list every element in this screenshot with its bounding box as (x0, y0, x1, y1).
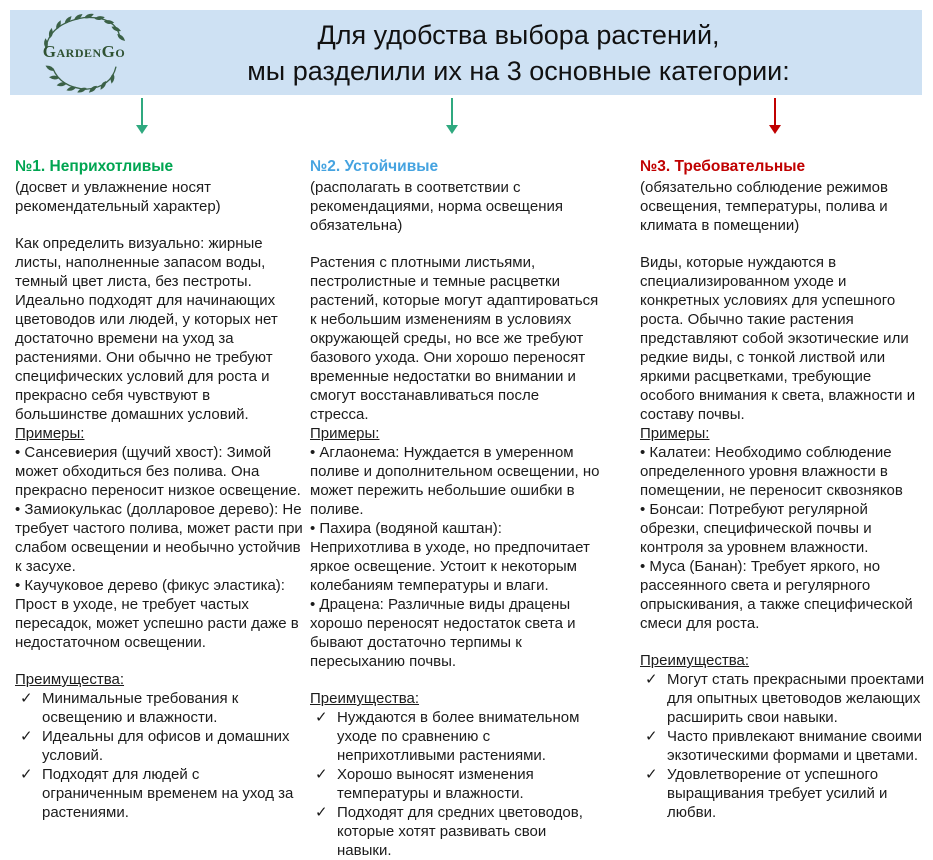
category-description: Виды, которые нуждаются в специализированном уходе и конкретных условиях для успешного роста. Обычно такие растения представляют собой экзотические или редкие виды, с тонкой листвой или яркими расцветками, требующие особого внимания к света, влажности и составу почвы. (640, 254, 916, 423)
category-column-unpretentious (15, 157, 303, 822)
example-item: • Сансевиерия (щучий хвост): Зимой может обходиться без полива. Она прекрасно переносит низкое освещение. (15, 443, 303, 500)
example-item: • Каучуковое дерево (фикус эластика): Прост в уходе, не требует частых пересадок, может успешно расти даже в недостаточном освещении. (15, 576, 303, 652)
advantages-label: Преимущества: (15, 671, 125, 688)
category-subtitle: (обязательно соблюдение режимов освещения, температуры, полива и климата в помещении) (640, 179, 888, 234)
examples-label: Примеры: (640, 425, 710, 442)
advantages-label: Преимущества: (310, 690, 420, 707)
advantages-label: Преимущества: (640, 652, 750, 669)
advantage-item: ✓ Подходят для средних цветоводов, которые хотят развивать свои навыки. (310, 803, 601, 860)
example-item: • Драцена: Различные виды драцены хорошо переносят недостаток света и бывают достаточно терпимы к пересыханию почвы. (310, 595, 601, 671)
category-subtitle: (досвет и увлажнение носят рекомендательный характер) (15, 179, 221, 215)
gardengo-logo (32, 12, 136, 93)
advantage-item: ✓ Хорошо выносят изменения температуры и влажности. (310, 765, 601, 803)
logo-text: GardenGo (42, 42, 126, 61)
category-description: Как определить визуально: жирные листы, наполненные запасом воды, темный цвет листа, без пестроты. Идеально подходят для начинающих цветоводов или людей, у которых нет достаточно времени на уход за растениями. Они обычно не требуют специфических условий для роста и прекрасно себя чувствуют в большинстве домашних условий. (15, 235, 278, 423)
advantage-item: ✓ Могут стать прекрасными проектами для опытных цветоводов желающих расширить свои навыки. (640, 670, 929, 727)
example-item: • Аглаонема: Нуждается в умеренном поливе и дополнительном освещении, но может пережить небольшие ошибки в поливе. (310, 443, 601, 519)
example-item: • Пахира (водяной каштан): Неприхотлива в уходе, но предпочитает яркое освещение. Устоит к некоторым колебаниям температуры и влаги. (310, 519, 601, 595)
category-subtitle: (располагать в соответствии с рекомендациями, норма освещения обязательна) (310, 179, 563, 234)
examples-label: Примеры: (310, 425, 380, 442)
category-title: №3. Требовательные (640, 158, 806, 175)
arrow-down-icon (769, 98, 781, 134)
example-item: • Бонсаи: Потребуют регулярной обрезки, специфической почвы и контроля за уровнем влажности. (640, 500, 929, 557)
advantage-item: ✓ Часто привлекают внимание своими экзотическими формами и цветами. (640, 727, 929, 765)
category-description: Растения с плотными листьями, пестролистные и темные расцветки растений, которые могут адаптироваться к небольшим изменениям в условиях окружающей среды, но все же требуют базового ухода. Они хорошо переносят временные недостатки во внимании и смогут восстанавливаться после стресса. (310, 254, 599, 423)
examples-list (310, 443, 601, 671)
advantage-item: ✓ Минимальные требования к освещению и влажности. (15, 689, 303, 727)
advantage-item: ✓ Удовлетворение от успешного выращивания требует усилий и любви. (640, 765, 929, 822)
examples-label: Примеры: (15, 425, 85, 442)
page-title (145, 17, 892, 89)
header-banner (10, 10, 922, 95)
category-title: №2. Устойчивые (310, 158, 439, 175)
example-item: • Муса (Банан): Требует яркого, но рассеянного света и регулярного опрыскивания, а также специфической смеси для роста. (640, 557, 929, 633)
examples-list (15, 443, 303, 652)
example-item: • Замиокулькас (долларовое дерево): Не требует частого полива, может расти при слабом освещении и необычно устойчив к засухе. (15, 500, 303, 576)
advantage-item: ✓ Подходят для людей с ограниченным временем на уход за растениями. (15, 765, 303, 822)
category-column-resilient (310, 157, 601, 860)
arrow-down-icon (136, 98, 148, 134)
arrow-down-icon (446, 98, 458, 134)
category-column-demanding (640, 157, 929, 822)
example-item: • Калатеи: Необходимо соблюдение определенного уровня влажности в помещении, не переносит сквозняков (640, 443, 929, 500)
examples-list (640, 443, 929, 633)
advantages-list (640, 670, 929, 822)
advantages-list (15, 689, 303, 822)
category-title: №1. Неприхотливые (15, 158, 174, 175)
advantage-item: ✓ Идеальны для офисов и домашних условий. (15, 727, 303, 765)
advantages-list (310, 708, 601, 860)
advantage-item: ✓ Нуждаются в более внимательном уходе по сравнению с неприхотливыми растениями. (310, 708, 601, 765)
category-arrows (0, 95, 933, 137)
page-title-line1: Для удобства выбора растений, (317, 20, 720, 50)
page-title-line2: мы разделили их на 3 основные категории: (247, 56, 790, 86)
